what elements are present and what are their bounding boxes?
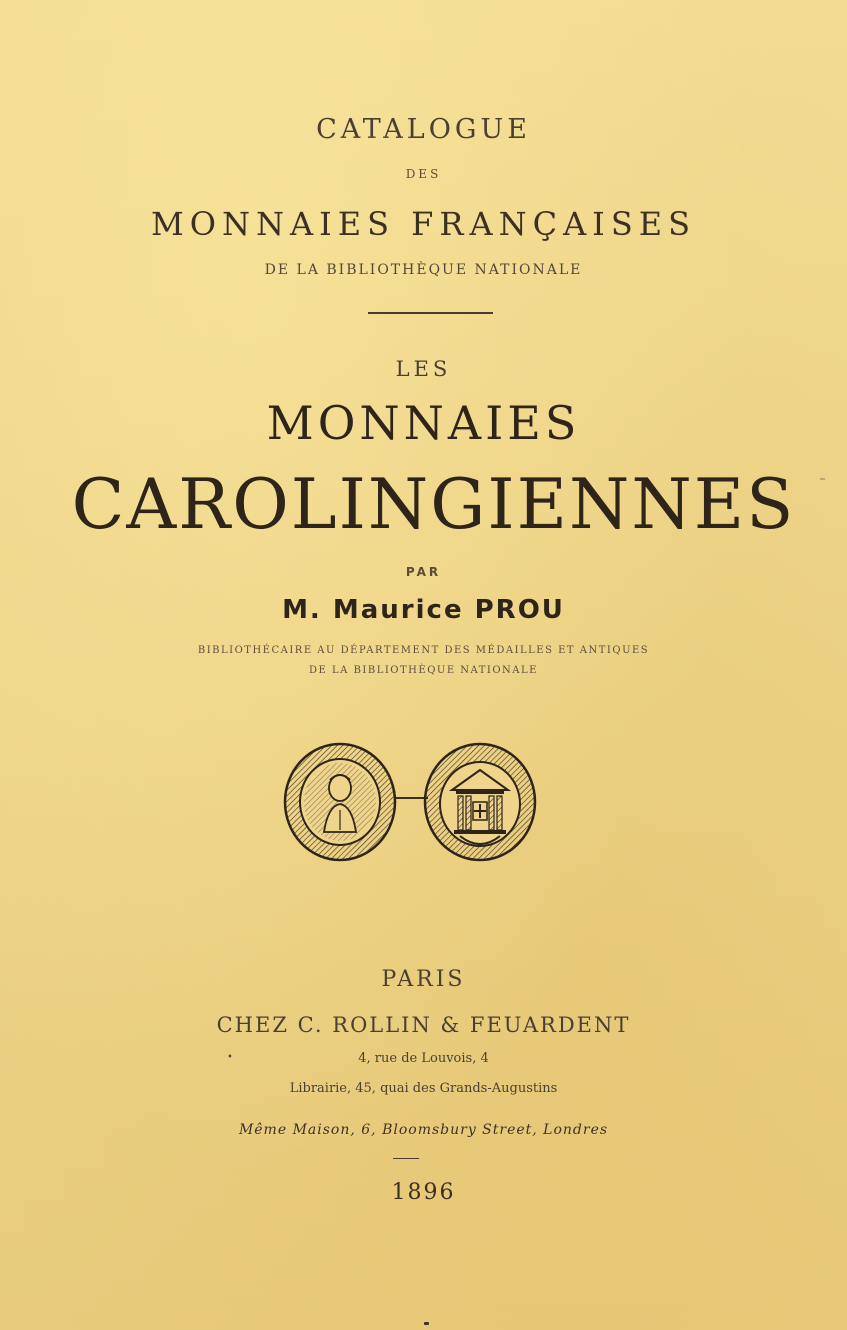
author-role-line1: BIBLIOTHÉCAIRE AU DÉPARTEMENT DES MÉDAILLES ET ANTIQUES <box>197 645 650 656</box>
les-line: LES <box>395 357 452 381</box>
author-role-line2: DE LA BIBLIOTHÈQUE NATIONALE <box>309 665 538 676</box>
coin-pair-icon <box>280 740 540 865</box>
address-line-3: Même Maison, 6, Bloomsbury Street, Londres <box>238 1122 609 1138</box>
reverse-coin <box>425 744 535 860</box>
monnaies-francaises-heading: MONNAIES FRANÇAISES <box>150 205 697 243</box>
carolingiennes-heading: CAROLINGIENNES <box>71 465 796 545</box>
address-line-1: 4, rue de Louvois, 4 <box>358 1051 489 1066</box>
paper-blemish <box>820 478 825 480</box>
par-line: PAR <box>405 565 442 579</box>
bullet-mark: • <box>227 1052 233 1063</box>
page-mark <box>424 1322 429 1325</box>
bibliotheque-line: DE LA BIBLIOTHÈQUE NATIONALE <box>264 262 583 278</box>
address-line-2: Librairie, 45, quai des Grands-Augustins <box>289 1081 558 1096</box>
obverse-coin <box>285 744 395 860</box>
des-line: DES <box>405 167 442 181</box>
catalogue-heading: CATALOGUE <box>316 114 531 145</box>
city-line: PARIS <box>381 967 466 992</box>
author-name: M. Maurice PROU <box>282 595 565 625</box>
monnaies-heading: MONNAIES <box>266 396 581 450</box>
publisher-line: CHEZ C. ROLLIN & FEUARDENT <box>216 1013 631 1037</box>
short-rule <box>393 1158 419 1159</box>
publication-year: 1896 <box>391 1180 456 1205</box>
divider-rule <box>368 312 493 314</box>
